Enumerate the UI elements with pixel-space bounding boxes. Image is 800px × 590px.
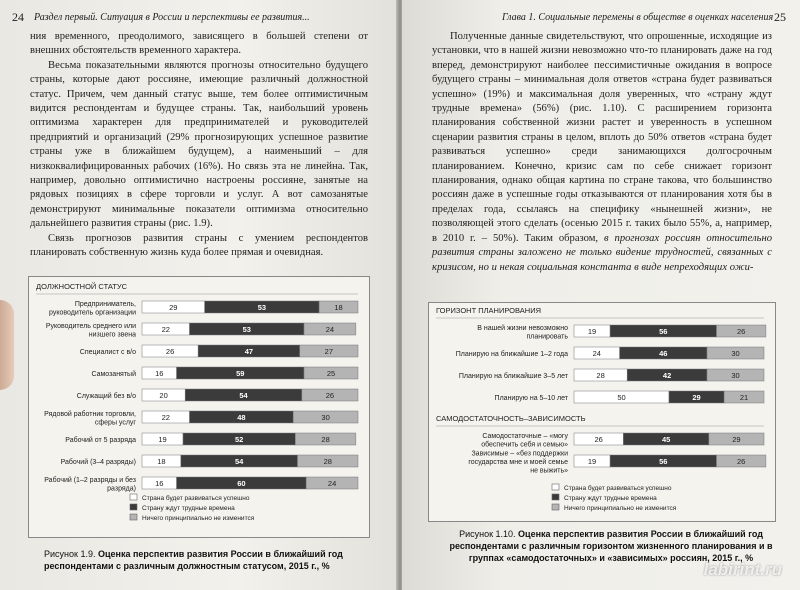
data-label: 25 bbox=[326, 368, 336, 378]
caption-text: Оценка перспектив развития России в ближайший год респондентами с различным горизонтом жизненного планирования и в группах «самодостаточных» и «зависимых» россиян, 2015 г., % bbox=[449, 529, 773, 563]
legend-label: Страна будет развиваться успешно bbox=[142, 495, 250, 502]
data-label: 42 bbox=[662, 370, 672, 380]
legend-swatch bbox=[552, 504, 559, 510]
chart-group-title: САМОДОСТАТОЧНОСТЬ–ЗАВИСИМОСТЬ bbox=[436, 414, 586, 423]
category-label: Рабочий (1–2 разряды и без bbox=[44, 476, 136, 484]
chart-group-title: ДОЛЖНОСТНОЙ СТАТУС bbox=[36, 282, 128, 291]
body-text bbox=[432, 30, 772, 275]
data-label: 29 bbox=[732, 434, 741, 444]
data-label: 27 bbox=[324, 346, 334, 356]
figure-1-9-caption bbox=[44, 548, 374, 572]
data-label: 26 bbox=[165, 346, 175, 356]
figure-1-10-caption bbox=[436, 528, 786, 564]
category-label: Служащий без в/о bbox=[76, 393, 136, 400]
data-label: 53 bbox=[257, 302, 267, 312]
data-label: 54 bbox=[239, 390, 248, 400]
paragraph: Связь прогнозов развития страны с умением респондентов планировать собственную жизнь куда более прямая и очевидная. bbox=[30, 232, 368, 259]
italic-conclusion: в прогнозах россиян относительно развития страны заложено не только видение трудностей, связанных с кризисом, но и некая социальная константа в виде непреходящих ожи- bbox=[432, 232, 772, 273]
figure-1-9-chart bbox=[28, 276, 368, 536]
data-label: 50 bbox=[617, 392, 626, 402]
legend-label: Страну ждут трудные времена bbox=[564, 495, 657, 502]
data-label: 22 bbox=[161, 324, 170, 334]
data-label: 60 bbox=[237, 478, 246, 488]
data-label: 19 bbox=[158, 434, 167, 444]
category-label: Самодостаточные – «могу bbox=[482, 432, 568, 440]
figure-1-10-chart bbox=[428, 302, 774, 520]
caption-label: Рисунок 1.10. bbox=[459, 529, 516, 539]
data-label: 19 bbox=[587, 456, 597, 466]
data-label: 54 bbox=[235, 456, 244, 466]
data-label: 19 bbox=[587, 326, 597, 336]
data-label: 45 bbox=[661, 434, 671, 444]
data-label: 29 bbox=[692, 392, 701, 402]
category-label: Предприниматель, bbox=[74, 300, 136, 308]
data-label: 29 bbox=[169, 302, 178, 312]
category-label: разряда) bbox=[107, 485, 136, 493]
category-label: Руководитель среднего или bbox=[45, 322, 136, 330]
chart-group-title: ГОРИЗОНТ ПЛАНИРОВАНИЯ bbox=[436, 306, 541, 315]
legend-label: Страну ждут трудные времена bbox=[142, 505, 235, 512]
data-label: 24 bbox=[325, 324, 335, 334]
paragraph bbox=[432, 30, 772, 275]
category-label: сферы услуг bbox=[94, 419, 136, 427]
category-label: Планирую на 5–10 лет bbox=[494, 395, 568, 402]
data-label: 56 bbox=[659, 456, 668, 466]
right-page bbox=[402, 0, 800, 590]
data-label: 24 bbox=[592, 348, 601, 358]
page-number: 25 bbox=[774, 10, 786, 24]
category-label: планировать bbox=[526, 333, 568, 341]
left-page bbox=[0, 0, 398, 590]
category-label: Планирую на ближайшие 3–5 лет bbox=[458, 373, 568, 380]
data-label: 56 bbox=[659, 326, 668, 336]
category-label: низшего звена bbox=[88, 331, 136, 339]
data-label: 47 bbox=[244, 346, 254, 356]
data-label: 46 bbox=[659, 348, 668, 358]
legend-label: Страна будет развиваться успешно bbox=[564, 485, 672, 492]
running-head: Раздел первый. Ситуация в России и перспективы ее развития... bbox=[34, 12, 310, 23]
data-label: 16 bbox=[155, 368, 164, 378]
data-label: 18 bbox=[157, 456, 166, 466]
watermark: labirint.ru bbox=[703, 560, 782, 579]
category-label: Зависимые – «без поддержки bbox=[471, 450, 568, 458]
chart-svg bbox=[28, 276, 368, 536]
legend-label: Ничего принципиально не изменится bbox=[564, 505, 677, 512]
data-label: 28 bbox=[596, 370, 605, 380]
data-label: 30 bbox=[321, 412, 330, 422]
category-label: Рабочий от 5 разряда bbox=[65, 437, 136, 444]
legend-swatch bbox=[130, 514, 137, 520]
running-head: Глава 1. Социальные перемены в обществе в оценках населения bbox=[502, 12, 774, 23]
category-label: Самозанятый bbox=[91, 371, 136, 378]
legend-label: Ничего принципиально не изменится bbox=[142, 515, 255, 522]
category-label: Рабочий (3–4 разряды) bbox=[60, 459, 136, 466]
category-label: В нашей жизни невозможно bbox=[477, 324, 568, 332]
caption-text: Оценка перспектив развития России в ближайший год респондентами с различным должностным статусом, 2015 г., % bbox=[44, 549, 343, 571]
data-label: 26 bbox=[737, 326, 746, 336]
thumb bbox=[0, 300, 14, 390]
data-label: 24 bbox=[327, 478, 337, 488]
data-label: 52 bbox=[235, 434, 244, 444]
page-number: 24 bbox=[12, 10, 24, 24]
category-label: руководитель организации bbox=[49, 309, 136, 317]
chart-svg bbox=[428, 302, 774, 520]
category-label: обеспечить себя и семью» bbox=[481, 441, 568, 449]
legend-swatch bbox=[552, 494, 559, 500]
data-label: 30 bbox=[731, 370, 740, 380]
category-label: Специалист с в/о bbox=[79, 349, 136, 356]
data-label: 22 bbox=[161, 412, 170, 422]
paragraph: ния временного, преодолимого, зависящего в большей степени от внешних обстоятельств временного характера. bbox=[30, 31, 368, 57]
data-label: 28 bbox=[323, 456, 332, 466]
data-label: 26 bbox=[594, 434, 603, 444]
data-label: 20 bbox=[159, 390, 168, 400]
data-label: 21 bbox=[739, 392, 749, 402]
legend-swatch bbox=[130, 504, 137, 510]
data-label: 18 bbox=[334, 302, 343, 312]
legend-swatch bbox=[130, 494, 137, 500]
category-label: Рядовой работник торговли, bbox=[44, 410, 136, 418]
data-label: 28 bbox=[321, 434, 330, 444]
data-label: 59 bbox=[236, 368, 245, 378]
data-label: 26 bbox=[737, 456, 746, 466]
caption-label: Рисунок 1.9. bbox=[44, 549, 96, 559]
data-label: 26 bbox=[325, 390, 335, 400]
data-label: 48 bbox=[237, 412, 246, 422]
legend-swatch bbox=[552, 484, 559, 490]
paragraph-text: Полученные данные свидетельствуют, что опрошенные, исходящие из установки, что в нашей жизни невозможно что-то планировать даже на год вперед, демонстрируют наиболее пессимистичные ожидания в вопросе будущего страны – минимальная доля ответов «страна будет развиваться успешно» (19%) и максимальная доля уверенных, что «страну ждут трудные времена» (56%) (рис. 1.10). С расширением горизонта планирования собственной жизни растет и уверенность в успешном сценарии развития страны в целом, вплоть до 50% ответов «страна будет развиваться успешно» среди занимающихся долгосрочным планированием. Конечно, кризис сам по себе снижает горизонт планирования, однако общая картина по стране такова, что большинство россиян даже в успешные годы отказываются от планирования хотя бы в пределах года, ссылаясь на специфику «нынешней жизни», не позволяющей этого сделать (осенью 2015 г. таких было 55%, а, например, в 2010 г. – 50%). Таким образом, bbox=[432, 31, 772, 244]
data-label: 30 bbox=[731, 348, 740, 358]
paragraph: Весьма показательными являются прогнозы относительно будущего страны, которые дают россияне, имеющие различный должностной статус. Причем, чем данный статус выше, тем более оптимистичным видится респондентам и будущее страны. Так, наибольший уровень оптимизма характерен для предпринимателей и руководителей предприятий и организаций (29% прогнозирующих успешное развитие страны уже в ближайшем будущем), а наименьший – для низкоквалифицированных рабочих (16%). Но связь эта не линейна. Так, например, довольно оптимистично настроены россияне, занятые на рядовых позициях в сфере торговли и услуг. А вот самозанятые демонстрируют минимальные показатели оптимизма относительно дальнейшего развития страны (рис. 1.9). bbox=[30, 59, 368, 230]
data-label: 53 bbox=[242, 324, 251, 334]
category-label: Планирую на ближайшие 1–2 года bbox=[455, 351, 568, 358]
category-label: государства мне и моей семье bbox=[468, 459, 568, 466]
body-text bbox=[30, 30, 368, 261]
category-label: не выжить» bbox=[530, 467, 568, 475]
data-label: 16 bbox=[155, 478, 164, 488]
